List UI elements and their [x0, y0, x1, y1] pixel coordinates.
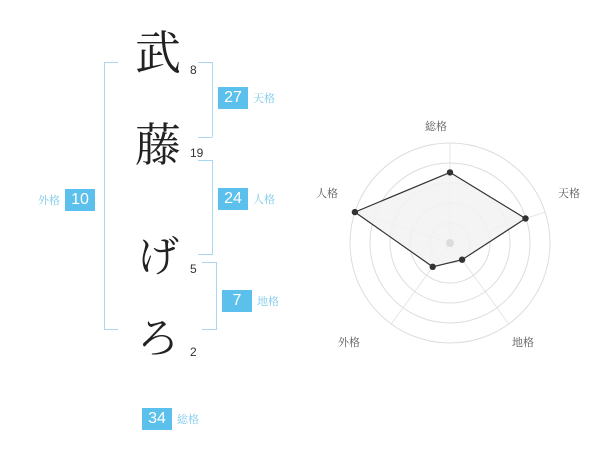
tenkaku-bracket-bottom	[198, 137, 212, 138]
tenkaku-bracket-top	[198, 62, 212, 63]
radar-point	[522, 215, 528, 221]
score-gaikaku-label: 外格	[38, 194, 60, 207]
gaikaku-bracket-bottom	[104, 329, 118, 330]
gaikaku-bracket-top	[104, 62, 118, 63]
radar-data-area	[355, 172, 526, 266]
name-character-4: ろ	[136, 314, 179, 363]
gaikaku-bracket-vertical	[104, 62, 105, 330]
radar-point	[459, 257, 465, 263]
score-soukaku-value: 34	[142, 408, 172, 430]
radar-axis-label-jinkaku: 人格	[316, 187, 338, 200]
score-jinkaku	[218, 188, 275, 210]
score-gaikaku-value: 10	[65, 189, 95, 211]
stroke-count-2: 19	[190, 146, 204, 160]
score-tenkaku-label: 天格	[253, 92, 275, 105]
score-jinkaku-value: 24	[218, 188, 248, 210]
score-soukaku	[142, 408, 199, 430]
score-chikaku-value: 7	[222, 290, 252, 312]
radar-axis-label-tenkaku: 天格	[558, 187, 580, 200]
score-chikaku	[222, 290, 279, 312]
stroke-count-4: 2	[190, 345, 197, 359]
chikaku-bracket-top	[202, 262, 216, 263]
radar-point	[352, 209, 358, 215]
name-character-2: 藤	[135, 118, 181, 172]
score-tenkaku-value: 27	[218, 87, 248, 109]
jinkaku-bracket-bottom	[198, 254, 212, 255]
stroke-count-1: 8	[190, 63, 197, 77]
radar-axis-label-soukaku: 総格	[425, 120, 447, 133]
jinkaku-bracket-vertical	[212, 160, 213, 255]
jinkaku-bracket-top	[198, 160, 212, 161]
score-soukaku-label: 総格	[177, 413, 199, 426]
radar-axis-label-chikaku: 地格	[512, 336, 534, 349]
name-character-3: げ	[136, 232, 179, 281]
stroke-count-3: 5	[190, 262, 197, 276]
score-jinkaku-label: 人格	[253, 193, 275, 206]
name-breakdown-panel	[0, 0, 300, 470]
score-chikaku-label: 地格	[257, 295, 279, 308]
chikaku-bracket-vertical	[216, 262, 217, 330]
radar-point	[430, 264, 436, 270]
radar-chart-panel	[300, 0, 600, 470]
radar-chart	[300, 0, 600, 470]
name-character-1: 武	[135, 26, 181, 80]
score-tenkaku	[218, 87, 275, 109]
score-gaikaku	[38, 189, 95, 211]
radar-point	[447, 169, 453, 175]
tenkaku-bracket-vertical	[212, 62, 213, 137]
radar-center-dot	[446, 239, 454, 247]
radar-axis-label-gaikaku: 外格	[338, 336, 360, 349]
chikaku-bracket-bottom	[202, 329, 216, 330]
